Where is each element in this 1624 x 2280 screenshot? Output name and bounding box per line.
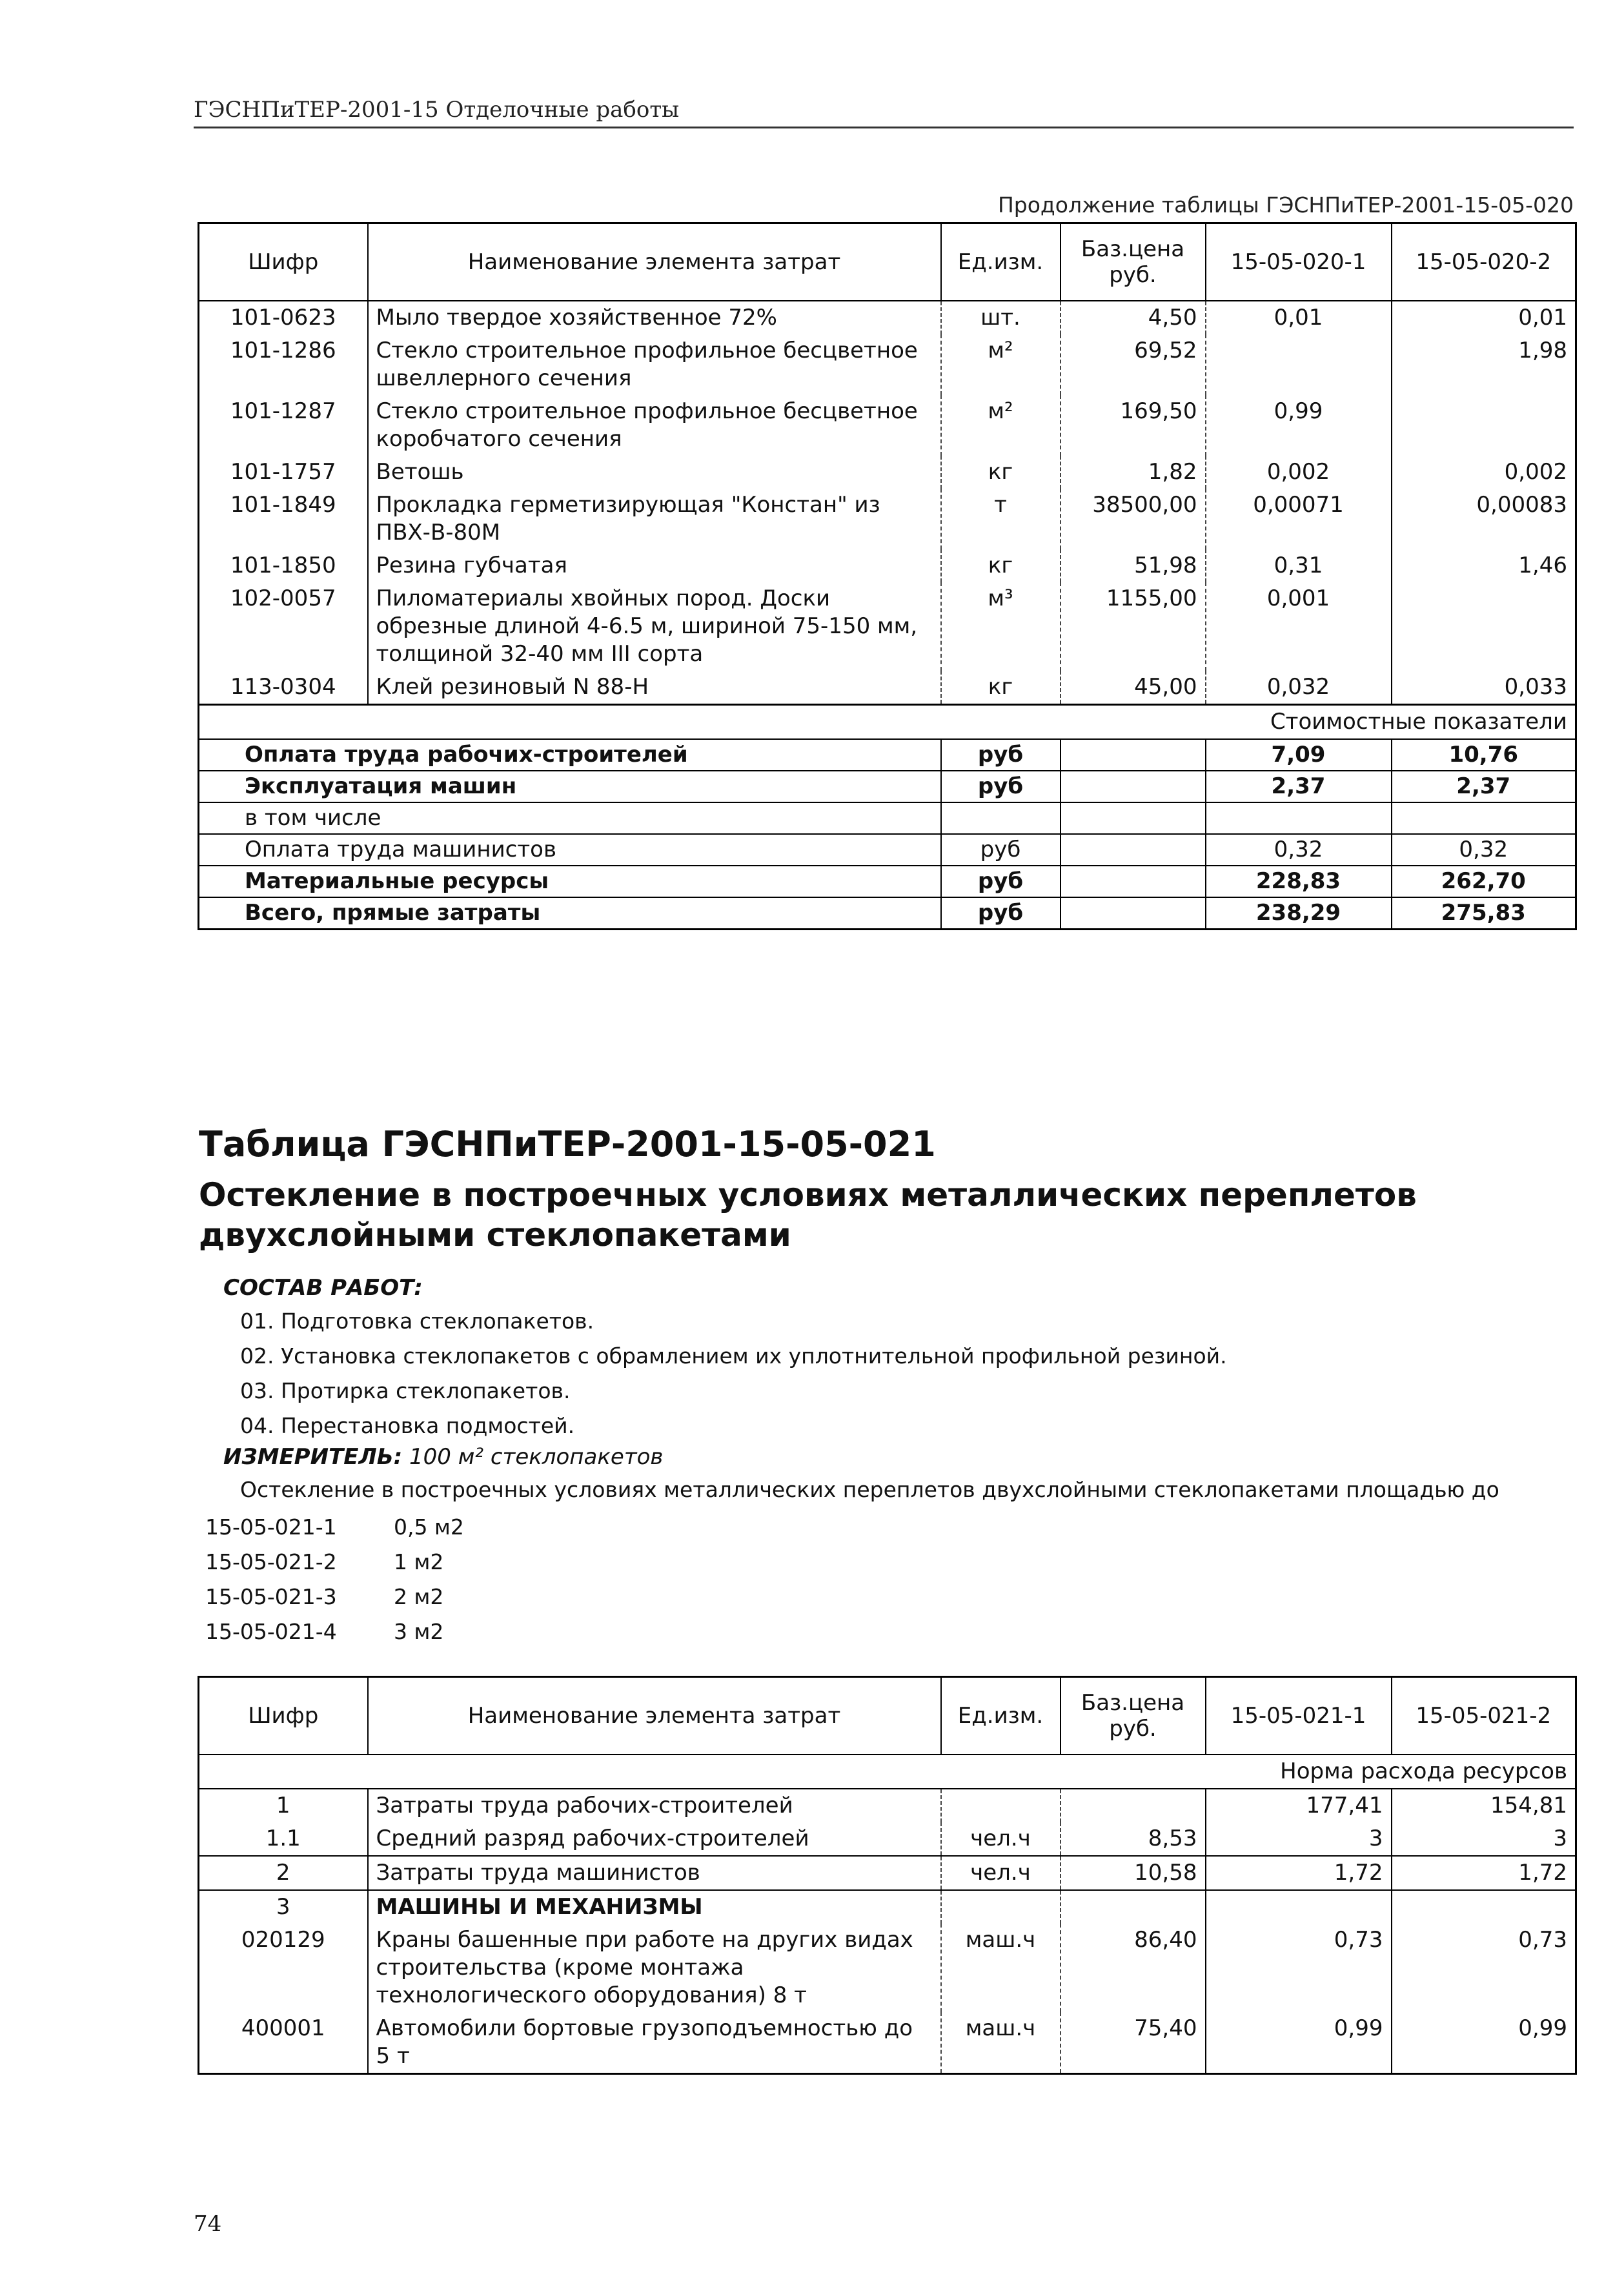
- row-price: 10,58: [1061, 1856, 1206, 1890]
- cost-norm-2: [1392, 802, 1576, 834]
- row-unit: кг: [941, 456, 1061, 489]
- resources-table-15-05-021: [198, 1676, 1577, 2075]
- col-header-name: Наименование элемента затрат: [368, 1677, 941, 1755]
- row-norm-2: 0,033: [1392, 671, 1576, 705]
- cost-name: Оплата труда машинистов: [199, 834, 941, 866]
- code-value: 1 м2: [394, 1549, 444, 1574]
- cost-row: [199, 866, 1576, 897]
- row-norm-1: 0,99: [1206, 395, 1392, 456]
- cost-row: [199, 739, 1576, 771]
- row-name: Пиломатериалы хвойных пород. Доски обрезные длиной 4-6.5 м, шириной 75-150 мм, толщиной 32-40 мм III сорта: [368, 582, 941, 671]
- row-unit: м²: [941, 395, 1061, 456]
- col-header-name: Наименование элемента затрат: [368, 223, 941, 301]
- cost-unit: руб: [941, 897, 1061, 930]
- row-norm-2: 1,72: [1392, 1856, 1576, 1890]
- col-header-norm-1: 15-05-020-1: [1206, 223, 1392, 301]
- measure-label: ИЗМЕРИТЕЛЬ:: [223, 1444, 403, 1470]
- row-norm-2: 3: [1392, 1822, 1576, 1856]
- row-code: 101-1287: [230, 398, 336, 424]
- cost-row: [199, 802, 1576, 834]
- table-row: [199, 1890, 1576, 1924]
- code-id: 15-05-021-2: [205, 1549, 337, 1574]
- row-name: Клей резиновый N 88-Н: [368, 671, 941, 705]
- row-price: [1061, 1789, 1206, 1822]
- row-price: 45,00: [1061, 671, 1206, 705]
- row-norm-2: 1,98: [1392, 334, 1576, 395]
- table-row: [199, 1856, 1576, 1890]
- row-price: 51,98: [1061, 549, 1206, 582]
- table-header-row: [199, 223, 1576, 301]
- code-value: 3 м2: [394, 1619, 444, 1644]
- code-item: [205, 1614, 464, 1649]
- col-header-price: Баз.цена руб.: [1061, 1677, 1206, 1755]
- work-item: 03. Протирка стеклопакетов.: [240, 1378, 571, 1403]
- cost-norm-1: 7,09: [1206, 739, 1392, 771]
- cost-unit: руб: [941, 834, 1061, 866]
- cost-norm-1: [1206, 802, 1392, 834]
- row-price: 1155,00: [1061, 582, 1206, 671]
- row-norm-2: 0,002: [1392, 456, 1576, 489]
- row-code: 1.1: [265, 1826, 301, 1851]
- norm-header-row: [199, 1755, 1576, 1789]
- works-list: [240, 1304, 1227, 1443]
- col-header-code: Шифр: [199, 223, 368, 301]
- section-description: Остекление в построечных условиях металлических переплетов двухслойными стеклопакетами площадью до: [240, 1477, 1499, 1502]
- row-norm-1: 0,032: [1206, 671, 1392, 705]
- code-id: 15-05-021-4: [205, 1619, 337, 1644]
- cost-header-row: [199, 705, 1576, 740]
- row-price: 4,50: [1061, 301, 1206, 334]
- table-continuation-caption: Продолжение таблицы ГЭСНПиТЕР-2001-15-05-020: [997, 192, 1574, 218]
- row-name: Затраты труда машинистов: [368, 1856, 941, 1890]
- code-id: 15-05-021-3: [205, 1584, 337, 1609]
- row-name: МАШИНЫ И МЕХАНИЗМЫ: [368, 1890, 941, 1924]
- table-row: [199, 334, 1576, 395]
- col-header-unit: Ед.изм.: [941, 1677, 1061, 1755]
- norm-header: Норма расхода ресурсов: [1280, 1758, 1567, 1784]
- row-price: 8,53: [1061, 1822, 1206, 1856]
- table-row: [199, 1822, 1576, 1856]
- row-price: 69,52: [1061, 334, 1206, 395]
- row-code: 400001: [241, 2015, 325, 2041]
- row-name: Стекло строительное профильное бесцветное коробчатого сечения: [368, 395, 941, 456]
- col-header-norm-1: 15-05-021-1: [1206, 1677, 1392, 1755]
- row-code: 1: [199, 1789, 368, 1822]
- row-norm-2: [1392, 582, 1576, 671]
- row-unit: маш.ч: [941, 2012, 1061, 2074]
- col-header-unit: Ед.изм.: [941, 223, 1061, 301]
- row-norm-1: 0,99: [1206, 2012, 1392, 2074]
- cost-norm-1: 2,37: [1206, 771, 1392, 802]
- composition-label: СОСТАВ РАБОТ:: [223, 1275, 423, 1301]
- cost-unit: руб: [941, 866, 1061, 897]
- cost-price: [1061, 866, 1206, 897]
- row-price: 38500,00: [1061, 489, 1206, 549]
- row-code: 101-1757: [230, 459, 336, 485]
- row-name: Мыло твердое хозяйственное 72%: [368, 301, 941, 334]
- row-name: Затраты труда рабочих-строителей: [368, 1789, 941, 1822]
- row-norm-1: 0,31: [1206, 549, 1392, 582]
- row-norm-2: 0,73: [1392, 1924, 1576, 2012]
- row-norm-2: 0,01: [1392, 301, 1576, 334]
- row-code: 101-0623: [230, 305, 336, 331]
- col-header-price: Баз.цена руб.: [1061, 223, 1206, 301]
- cost-row: [199, 897, 1576, 930]
- code-item: [205, 1510, 464, 1545]
- row-name: Автомобили бортовые грузоподъемностью до 5 т: [368, 2012, 941, 2074]
- cost-norm-2: 0,32: [1392, 834, 1576, 866]
- row-name: Резина губчатая: [368, 549, 941, 582]
- row-code: 101-1286: [230, 338, 336, 363]
- row-unit: т: [941, 489, 1061, 549]
- cost-name: Оплата труда рабочих-строителей: [199, 739, 941, 771]
- table-row: [199, 582, 1576, 671]
- cost-norm-1: 238,29: [1206, 897, 1392, 930]
- table-row: [199, 2012, 1576, 2074]
- code-value: 2 м2: [394, 1584, 444, 1609]
- row-unit: чел.ч: [941, 1856, 1061, 1890]
- resources-table-15-05-020: [198, 222, 1577, 930]
- cost-price: [1061, 739, 1206, 771]
- row-norm-1: 0,73: [1206, 1924, 1392, 2012]
- table-row: [199, 489, 1576, 549]
- cost-norm-1: 0,32: [1206, 834, 1392, 866]
- work-item: 04. Перестановка подмостей.: [240, 1413, 575, 1438]
- cost-name: Эксплуатация машин: [199, 771, 941, 802]
- cost-price: [1061, 897, 1206, 930]
- row-code: 102-0057: [230, 585, 336, 611]
- row-price: 86,40: [1061, 1924, 1206, 2012]
- cost-unit: руб: [941, 771, 1061, 802]
- row-unit: чел.ч: [941, 1822, 1061, 1856]
- cost-body: [199, 739, 1576, 930]
- row-unit: шт.: [941, 301, 1061, 334]
- table-row: [199, 301, 1576, 334]
- page-number: 74: [194, 2211, 222, 2237]
- row-code: 101-1849: [230, 492, 336, 518]
- table-row: [199, 1789, 1576, 1822]
- cost-norm-2: 262,70: [1392, 866, 1576, 897]
- table-row: [199, 549, 1576, 582]
- row-name: Прокладка герметизирующая "Констан" из ПВХ-В-80М: [368, 489, 941, 549]
- code-id: 15-05-021-1: [205, 1514, 337, 1540]
- row-norm-1: [1206, 1890, 1392, 1924]
- row-code: 020129: [241, 1927, 325, 1953]
- cost-name: в том числе: [199, 802, 941, 834]
- work-item: 02. Установка стеклопакетов с обрамлением их уплотнительной профильной резиной.: [240, 1343, 1227, 1369]
- row-name: Ветошь: [368, 456, 941, 489]
- code-item: [205, 1545, 464, 1580]
- cost-norm-2: 275,83: [1392, 897, 1576, 930]
- col-header-norm-2: 15-05-021-2: [1392, 1677, 1576, 1755]
- row-norm-2: 154,81: [1392, 1789, 1576, 1822]
- row-unit: кг: [941, 549, 1061, 582]
- row-norm-2: 0,99: [1392, 2012, 1576, 2074]
- row-code: 101-1850: [230, 553, 336, 578]
- table-body: [199, 1789, 1576, 2074]
- row-unit: маш.ч: [941, 1924, 1061, 2012]
- cost-norm-2: 10,76: [1392, 739, 1576, 771]
- code-item: [205, 1580, 464, 1614]
- table-row: [199, 456, 1576, 489]
- row-price: 75,40: [1061, 2012, 1206, 2074]
- row-name: Краны башенные при работе на других видах строительства (кроме монтажа технологического оборудования) 8 т: [368, 1924, 941, 2012]
- code-list: [205, 1510, 464, 1649]
- section-subtitle: Остекление в построечных условиях металлических переплетов двухслойными стеклопакетами: [199, 1176, 1417, 1254]
- running-header: ГЭСНПиТЕР-2001-15 Отделочные работы: [194, 97, 1574, 128]
- cost-price: [1061, 834, 1206, 866]
- cost-indicators-header: Стоимостные показатели: [199, 705, 1576, 740]
- measure-line: [223, 1444, 663, 1470]
- cost-price: [1061, 802, 1206, 834]
- cost-unit: руб: [941, 739, 1061, 771]
- table-header-row: [199, 1677, 1576, 1755]
- row-norm-1: 0,00071: [1206, 489, 1392, 549]
- row-name: Средний разряд рабочих-строителей: [368, 1822, 941, 1856]
- cost-name: Всего, прямые затраты: [199, 897, 941, 930]
- cost-norm-2: 2,37: [1392, 771, 1576, 802]
- row-unit: м³: [941, 582, 1061, 671]
- col-header-norm-2: 15-05-020-2: [1392, 223, 1576, 301]
- section-title: Таблица ГЭСНПиТЕР-2001-15-05-021: [199, 1124, 936, 1165]
- code-value: 0,5 м2: [394, 1514, 464, 1540]
- row-norm-2: 0,00083: [1392, 489, 1576, 549]
- row-norm-1: 177,41: [1206, 1789, 1392, 1822]
- row-unit: [941, 1890, 1061, 1924]
- row-norm-2: [1392, 1890, 1576, 1924]
- cost-name: Материальные ресурсы: [199, 866, 941, 897]
- row-price: [1061, 1890, 1206, 1924]
- measure-value: 100 м² стеклопакетов: [409, 1444, 664, 1470]
- table-row: [199, 395, 1576, 456]
- cost-unit: [941, 802, 1061, 834]
- cost-row: [199, 771, 1576, 802]
- col-header-code: Шифр: [199, 1677, 368, 1755]
- row-norm-1: 0,001: [1206, 582, 1392, 671]
- row-norm-2: [1392, 395, 1576, 456]
- row-norm-1: 0,002: [1206, 456, 1392, 489]
- row-norm-1: 1,72: [1206, 1856, 1392, 1890]
- row-code: 3: [199, 1890, 368, 1924]
- row-norm-1: 3: [1206, 1822, 1392, 1856]
- row-code: 2: [199, 1856, 368, 1890]
- table-row: [199, 671, 1576, 705]
- cost-norm-1: 228,83: [1206, 866, 1392, 897]
- row-unit: м²: [941, 334, 1061, 395]
- row-norm-1: 0,01: [1206, 301, 1392, 334]
- row-price: 1,82: [1061, 456, 1206, 489]
- row-price: 169,50: [1061, 395, 1206, 456]
- table-row: [199, 1924, 1576, 2012]
- row-norm-1: [1206, 334, 1392, 395]
- work-item: 01. Подготовка стеклопакетов.: [240, 1308, 594, 1334]
- row-unit: [941, 1789, 1061, 1822]
- cost-row: [199, 834, 1576, 866]
- row-norm-2: 1,46: [1392, 549, 1576, 582]
- row-unit: кг: [941, 671, 1061, 705]
- row-name: Стекло строительное профильное бесцветное швеллерного сечения: [368, 334, 941, 395]
- cost-price: [1061, 771, 1206, 802]
- row-code: 113-0304: [230, 674, 336, 700]
- table-body: [199, 301, 1576, 705]
